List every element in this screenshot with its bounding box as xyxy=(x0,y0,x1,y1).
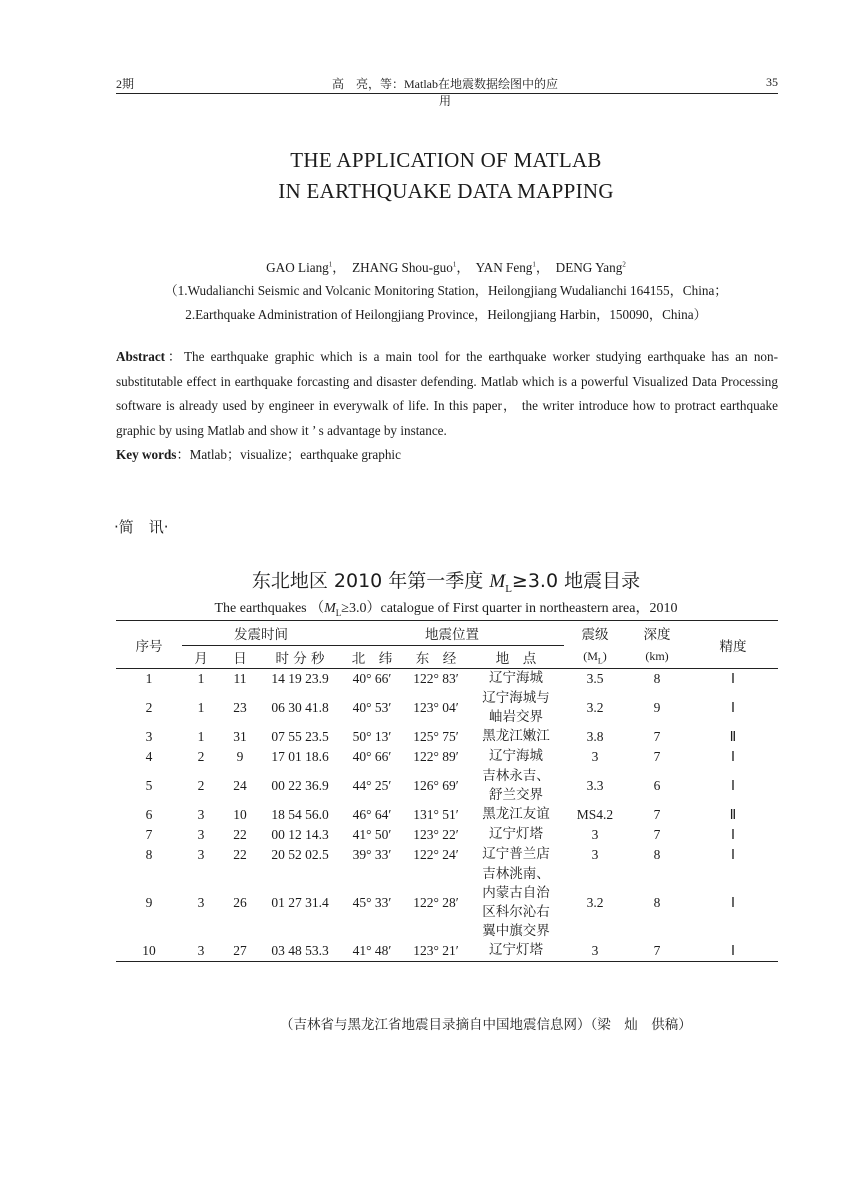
cell-place: 辽宁海城 xyxy=(489,670,543,687)
table-row xyxy=(116,767,778,805)
cell-place: 黑龙江嫩江 xyxy=(482,728,550,744)
catalog-title-sub: L xyxy=(505,582,512,595)
abstract-label: Abstract xyxy=(116,349,166,364)
table-row xyxy=(116,805,778,825)
col-header-lat: 北 纬 xyxy=(351,651,393,667)
paper-title-line-2: IN EARTHQUAKE DATA MAPPING xyxy=(278,179,614,203)
cell-place: 吉林洮南、内蒙古自治区科尔沁右翼中旗交界 xyxy=(482,865,550,939)
cell-lon: 131° 51′ xyxy=(413,806,459,822)
cell-seq: 5 xyxy=(145,777,153,793)
cell-magnitude: 3.3 xyxy=(586,777,604,793)
cell-time: 14 19 23.9 xyxy=(271,670,329,686)
col-header-precision: 精度 xyxy=(719,638,747,655)
cell-place: 辽宁灯塔 xyxy=(489,826,543,842)
cell-lat: 40° 66′ xyxy=(352,670,392,686)
cell-day: 23 xyxy=(233,699,247,715)
cell-magnitude: MS4.2 xyxy=(576,806,614,822)
catalog-subtitle-m: M xyxy=(324,601,336,616)
cell-precision: Ⅱ xyxy=(729,806,737,823)
author-affiliation-mark: 1 xyxy=(328,260,333,269)
cell-depth: 7 xyxy=(653,728,661,744)
cell-seq: 1 xyxy=(145,670,153,686)
cell-month: 1 xyxy=(197,670,205,686)
running-title: 高 亮，等：Matlab在地震数据绘图中的应用 xyxy=(332,77,558,108)
catalog-footnote: （吉林省与黑龙江省地震目录摘自中国地震信息网）（梁 灿 供稿） xyxy=(280,1017,692,1033)
table-row xyxy=(116,727,778,747)
cell-lat: 41° 50′ xyxy=(352,826,392,842)
cell-lon: 122° 83′ xyxy=(413,670,459,686)
affiliation-2: 2.Earthquake Administration of Heilongjiang Province，Heilongjiang Harbin，150090，China） xyxy=(185,307,707,322)
cell-depth: 7 xyxy=(653,748,661,764)
cell-depth: 6 xyxy=(653,777,661,793)
catalog-title-m: M xyxy=(489,571,506,592)
col-header-hms: 时 分 秒 xyxy=(275,651,325,667)
cell-time: 01 27 31.4 xyxy=(271,894,329,910)
cell-lat: 41° 48′ xyxy=(352,942,392,958)
col-header-time-group: 发震时间 xyxy=(182,621,340,646)
catalog-title xyxy=(0,566,868,595)
catalog-subtitle-suffix: ≥3.0）catalogue of First quarter in northeastern area，2010 xyxy=(341,601,678,616)
cell-day: 31 xyxy=(233,728,247,744)
cell-lat: 45° 33′ xyxy=(352,894,392,910)
catalog-subtitle xyxy=(0,597,868,618)
author-name: ZHANG Shou-guo xyxy=(352,260,453,275)
cell-day: 22 xyxy=(233,826,247,842)
cell-magnitude: 3.2 xyxy=(586,894,604,910)
cell-place: 辽宁灯塔 xyxy=(489,942,543,958)
col-header-depth: 深度 xyxy=(643,627,671,644)
cell-seq: 7 xyxy=(145,826,153,842)
cell-depth: 9 xyxy=(653,699,661,715)
cell-depth: 8 xyxy=(653,894,661,910)
cell-time: 00 22 36.9 xyxy=(271,777,329,793)
author-affiliation-mark: 2 xyxy=(622,260,626,269)
header-rule xyxy=(116,93,778,94)
cell-month: 1 xyxy=(197,699,205,715)
cell-lon: 126° 69′ xyxy=(413,777,459,793)
affiliation-1: （1.Wudalianchi Seismic and Volcanic Monitoring Station，Heilongjiang Wudalianchi 164155，China； xyxy=(164,283,728,298)
cell-seq: 2 xyxy=(145,699,153,715)
cell-magnitude: 3 xyxy=(591,748,599,764)
cell-lon: 122° 24′ xyxy=(413,846,459,862)
cell-day: 10 xyxy=(233,806,247,822)
cell-precision: Ⅰ xyxy=(731,894,735,911)
cell-time: 03 48 53.3 xyxy=(271,942,329,958)
abstract-block xyxy=(116,345,778,468)
cell-lon: 122° 28′ xyxy=(413,894,459,910)
cell-lon: 125° 75′ xyxy=(413,728,459,744)
cell-depth: 7 xyxy=(653,942,661,958)
table-row xyxy=(116,845,778,865)
page-number: 35 xyxy=(766,75,778,89)
cell-day: 9 xyxy=(236,748,244,764)
cell-precision: Ⅰ xyxy=(731,777,735,794)
cell-month: 3 xyxy=(197,806,205,822)
cell-seq: 4 xyxy=(145,748,153,764)
cell-month: 1 xyxy=(197,728,205,744)
cell-month: 3 xyxy=(197,942,205,958)
catalog-title-suffix: ≥3.0 地震目录 xyxy=(511,570,641,592)
author-separator: ， xyxy=(332,260,353,275)
mag-unit-close: ) xyxy=(602,648,607,663)
cell-depth: 7 xyxy=(653,806,661,822)
keywords-label: Key words xyxy=(116,447,177,462)
cell-depth: 8 xyxy=(653,846,661,862)
author-affiliation-mark: 1 xyxy=(452,260,457,269)
cell-magnitude: 3 xyxy=(591,826,599,842)
cell-magnitude: 3.8 xyxy=(586,728,604,744)
table-row xyxy=(116,669,778,689)
col-header-seq: 序号 xyxy=(135,638,163,655)
cell-lon: 123° 22′ xyxy=(413,826,459,842)
col-header-lon: 东 经 xyxy=(415,651,457,667)
cell-place: 辽宁普兰店 xyxy=(482,846,550,862)
cell-lon: 122° 89′ xyxy=(413,748,459,764)
cell-precision: Ⅰ xyxy=(731,699,735,716)
cell-place: 吉林永吉、舒兰交界 xyxy=(482,767,550,803)
cell-lat: 40° 53′ xyxy=(352,699,392,715)
author-affiliation-mark: 1 xyxy=(532,260,536,269)
author-list xyxy=(0,257,868,276)
cell-precision: Ⅰ xyxy=(731,670,735,687)
cell-precision: Ⅱ xyxy=(729,728,737,745)
cell-lat: 44° 25′ xyxy=(352,777,392,793)
issue-number: 2期 xyxy=(116,77,135,91)
col-header-day: 日 xyxy=(233,651,247,667)
author-separator: ， xyxy=(535,260,556,275)
cell-time: 00 12 14.3 xyxy=(271,826,329,842)
keywords-colon: ： xyxy=(176,447,190,462)
cell-time: 20 52 02.5 xyxy=(271,846,329,862)
table-row xyxy=(116,865,778,941)
cell-depth: 7 xyxy=(653,826,661,842)
cell-month: 2 xyxy=(197,748,205,764)
cell-magnitude: 3.2 xyxy=(586,699,604,715)
table-row xyxy=(116,747,778,767)
cell-seq: 10 xyxy=(142,942,156,958)
cell-place: 辽宁海城 xyxy=(489,748,543,764)
table-row xyxy=(116,689,778,727)
table-bottom-rule xyxy=(116,961,778,962)
mag-unit-m: (M xyxy=(583,648,598,663)
cell-magnitude: 3 xyxy=(591,846,599,862)
table-row xyxy=(116,941,778,961)
cell-magnitude: 3.5 xyxy=(586,670,604,686)
cell-month: 2 xyxy=(197,777,205,793)
cell-place: 黑龙江友谊 xyxy=(482,806,550,822)
col-header-depth-unit: (km) xyxy=(645,649,669,664)
cell-lon: 123° 04′ xyxy=(413,699,459,715)
cell-precision: Ⅰ xyxy=(731,942,735,959)
catalog-subtitle-prefix: The earthquakes （ xyxy=(214,601,325,616)
cell-lat: 39° 33′ xyxy=(352,846,392,862)
catalog-subtitle-sub: L xyxy=(335,607,342,618)
cell-precision: Ⅰ xyxy=(731,846,735,863)
cell-magnitude: 3 xyxy=(591,942,599,958)
author-name: GAO Liang xyxy=(266,260,329,275)
author-name: YAN Feng xyxy=(475,260,533,275)
keywords-text: Matlab；visualize；earthquake graphic xyxy=(189,447,401,462)
paper-title-line-1: THE APPLICATION OF MATLAB xyxy=(290,148,602,172)
cell-day: 26 xyxy=(233,894,247,910)
mag-unit-sub: L xyxy=(597,655,603,665)
cell-time: 07 55 23.5 xyxy=(271,728,329,744)
col-header-magnitude-unit xyxy=(564,646,626,669)
col-header-location-group: 地震位置 xyxy=(340,621,564,646)
earthquake-catalog-table xyxy=(116,621,778,961)
cell-month: 3 xyxy=(197,846,205,862)
abstract-text: The earthquake graphic which is a main tool for the earthquake worker studying earthquake has an non-substitutable effect in earthquake forcasting and disaster defending. Matlab which is a powerful Visualized Data Processing software is already used by engineer in everywalk of life. In this paper， the writer introduce how to protract earthquake graphic by using Matlab and show it ’ s advantage by instance. xyxy=(116,349,778,438)
cell-lon: 123° 21′ xyxy=(413,942,459,958)
cell-seq: 9 xyxy=(145,894,153,910)
cell-place: 辽宁海城与岫岩交界 xyxy=(482,689,550,725)
col-header-month: 月 xyxy=(194,651,208,667)
cell-precision: Ⅰ xyxy=(731,826,735,843)
cell-time: 17 01 18.6 xyxy=(271,748,329,764)
cell-day: 27 xyxy=(233,942,247,958)
cell-precision: Ⅰ xyxy=(731,748,735,765)
cell-day: 11 xyxy=(233,670,247,686)
cell-day: 22 xyxy=(233,846,247,862)
catalog-title-prefix: 东北地区 2010 年第一季度 xyxy=(251,570,490,592)
col-header-magnitude: 震级 xyxy=(581,627,609,644)
author-name: DENG Yang xyxy=(555,260,623,275)
cell-month: 3 xyxy=(197,894,205,910)
cell-month: 3 xyxy=(197,826,205,842)
cell-time: 06 30 41.8 xyxy=(271,699,329,715)
cell-time: 18 54 56.0 xyxy=(271,806,329,822)
abstract-colon: ： xyxy=(165,349,184,364)
cell-seq: 3 xyxy=(145,728,153,744)
author-separator: ， xyxy=(456,260,476,275)
table-row xyxy=(116,825,778,845)
cell-lat: 40° 66′ xyxy=(352,748,392,764)
cell-depth: 8 xyxy=(653,670,661,686)
cell-lat: 46° 64′ xyxy=(352,806,392,822)
cell-lat: 50° 13′ xyxy=(352,728,392,744)
col-header-place: 地 点 xyxy=(495,651,537,667)
section-label: ·简 讯· xyxy=(114,518,169,536)
cell-seq: 6 xyxy=(145,806,153,822)
cell-day: 24 xyxy=(233,777,247,793)
cell-seq: 8 xyxy=(145,846,153,862)
